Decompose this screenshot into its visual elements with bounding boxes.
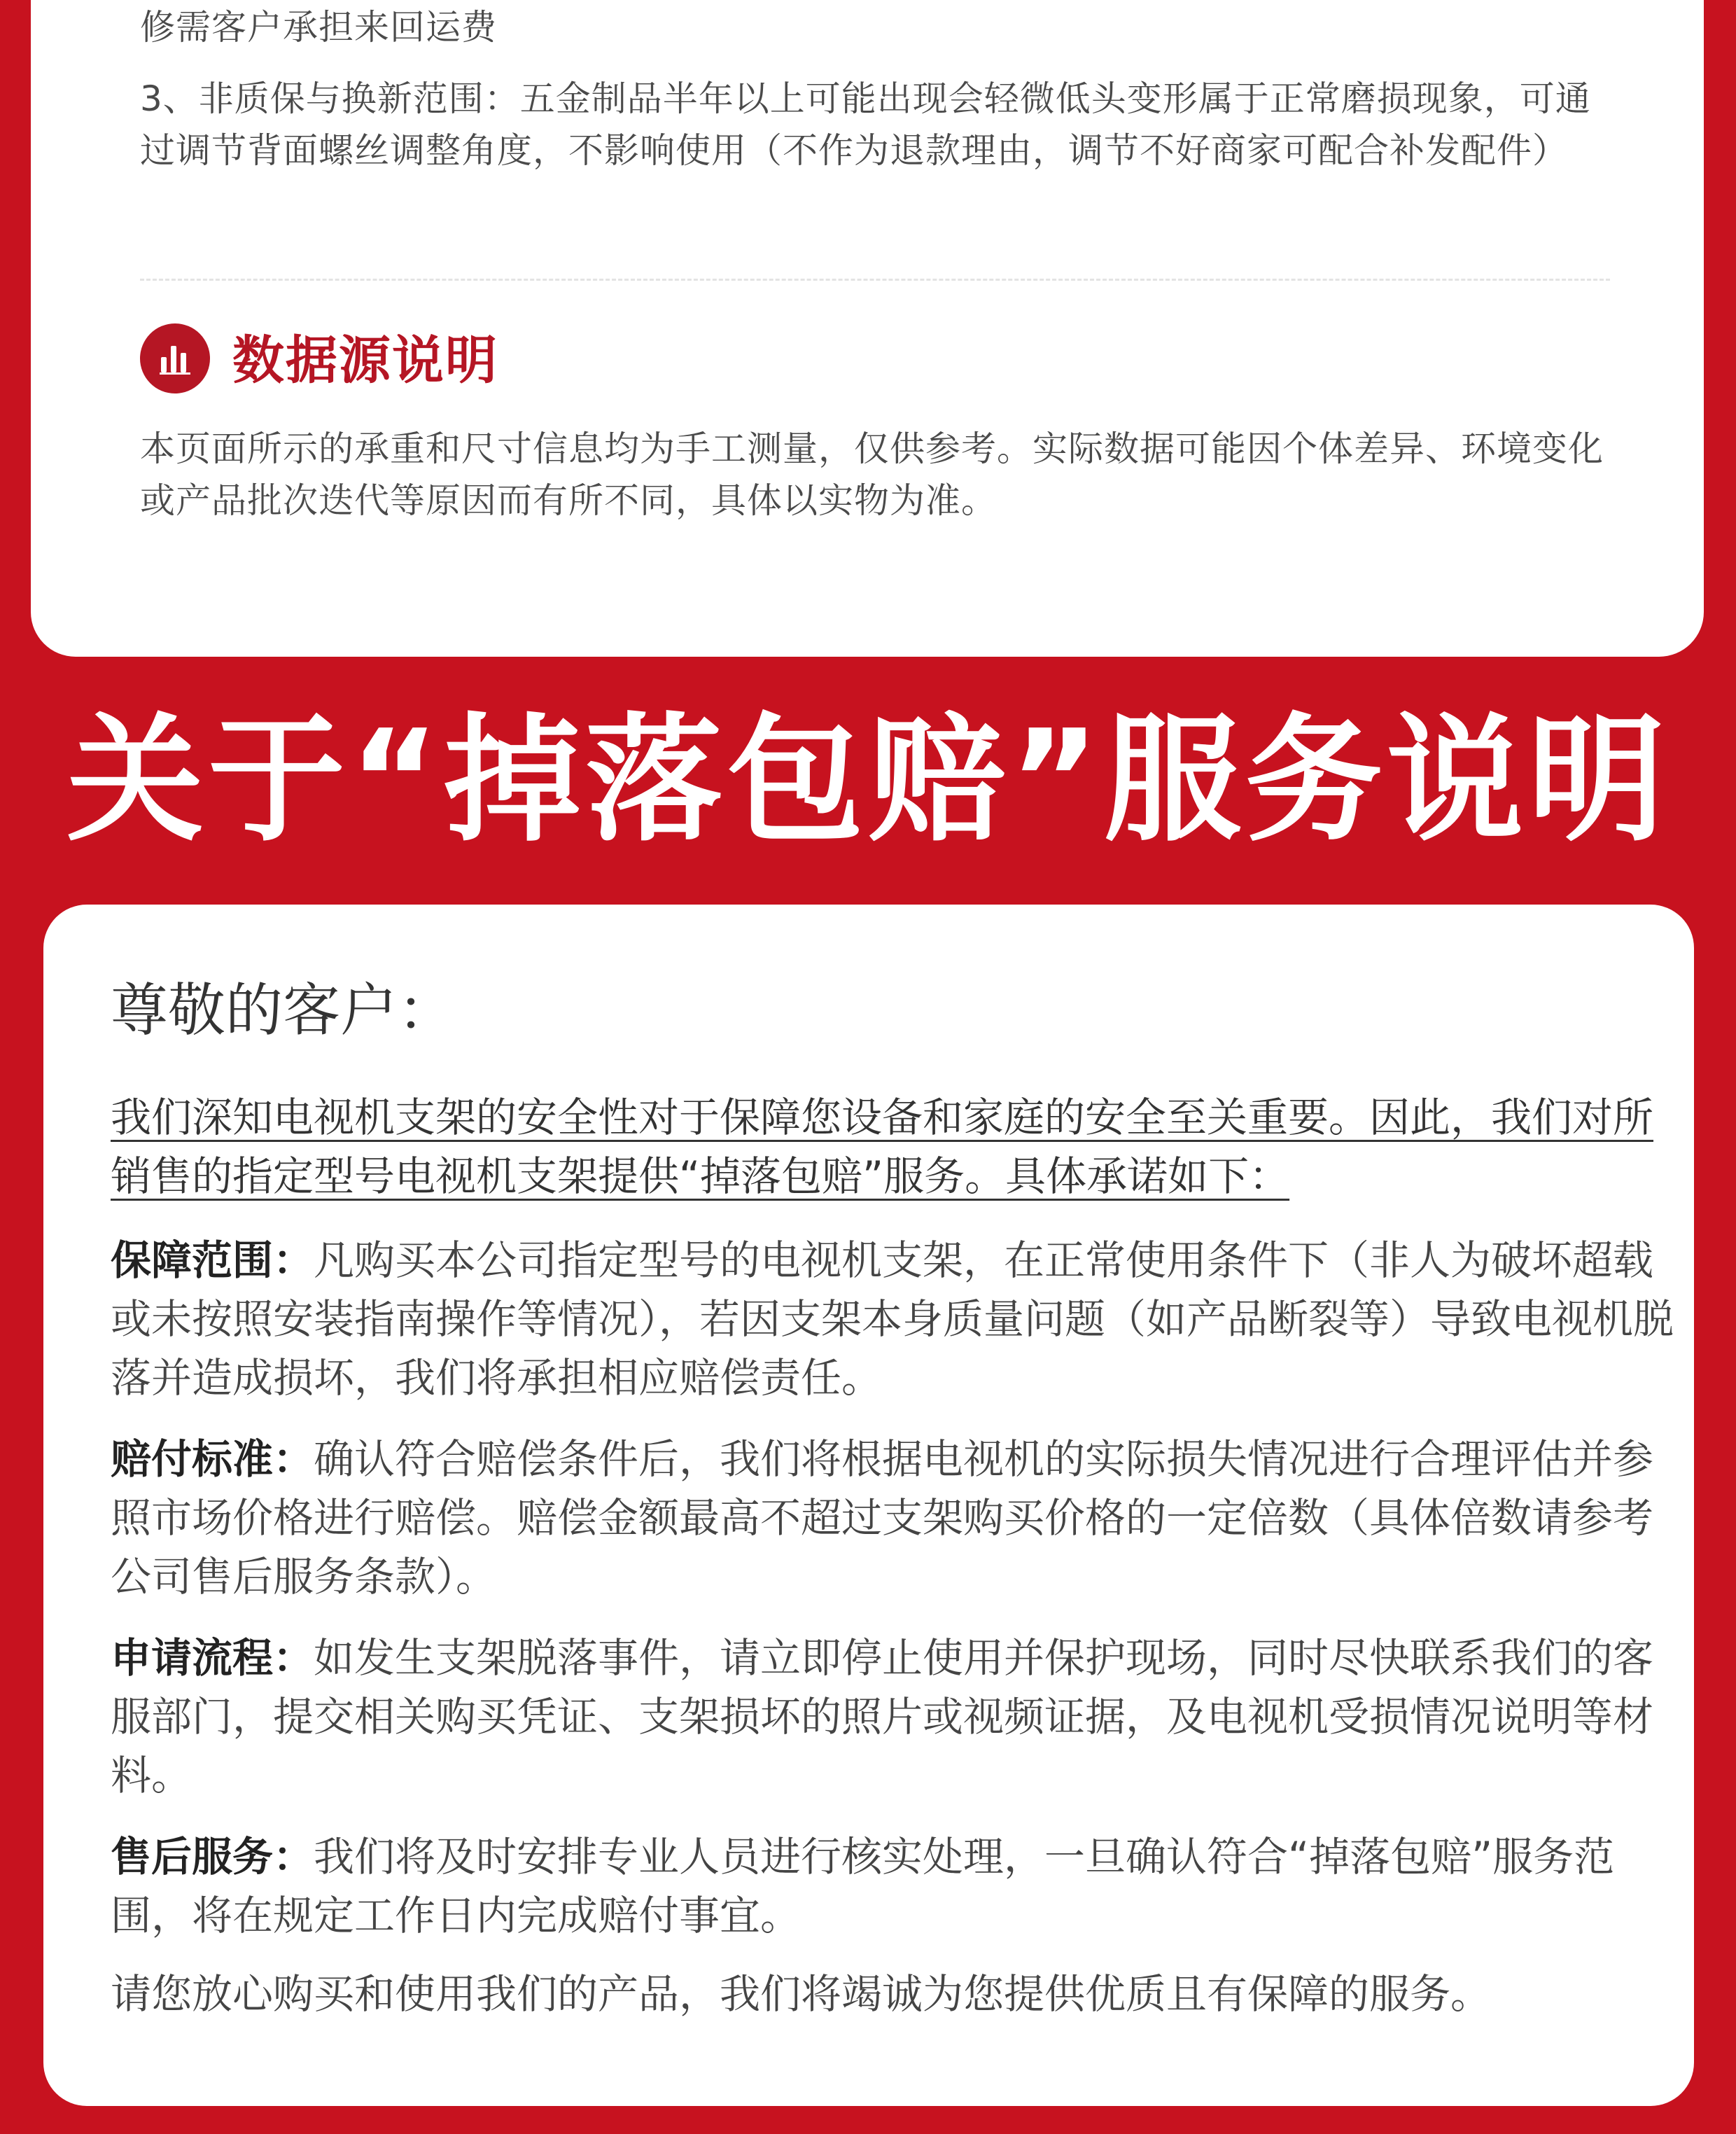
- service-banner-title: 关于“掉落包赔”服务说明: [66, 701, 1670, 860]
- warranty-item-3: 3、非质保与换新范围：五金制品半年以上可能出现会轻微低头变形属于正常磨损现象，可通过调节背面螺丝调整角度，不影响使用（不作为退款理由，调节不好商家可配合补发配件）: [140, 78, 1591, 171]
- closing-paragraph: 请您放心购买和使用我们的产品，我们将竭诚为您提供优质且有保障的服务。: [111, 1970, 1492, 2018]
- greeting: 尊敬的客户：: [111, 977, 456, 1044]
- section-coverage: [111, 1231, 1679, 1407]
- section-text: 确认符合赔偿条件后，我们将根据电视机的实际损失情况进行合理评估并参照市场价格进行赔偿。赔偿金额最高不超过支架购买价格的一定倍数（具体倍数请参考公司售后服务条款）。: [111, 1435, 1654, 1600]
- section-label: 售后服务：: [111, 1833, 314, 1881]
- section-process: [111, 1629, 1679, 1805]
- section-text: 如发生支架脱落事件，请立即停止使用并保护现场，同时尽快联系我们的客服部门，提交相关购买凭证、支架损坏的照片或视频证据，及电视机受损情况说明等材料。: [111, 1634, 1654, 1799]
- data-source-title: 数据源说明: [232, 330, 498, 391]
- section-text: 凡购买本公司指定型号的电视机支架，在正常使用条件下（非人为破坏超载或未按照安装指南操作等情况），若因支架本身质量问题（如产品断裂等）导致电视机脱落并造成损坏，我们将承担相应赔偿责任。: [111, 1236, 1674, 1402]
- section-label: 保障范围：: [111, 1236, 314, 1284]
- section-label: 申请流程：: [111, 1634, 314, 1682]
- section-text: 我们将及时安排专业人员进行核实处理，一旦确认符合“掉落包赔”服务范围，将在规定工作日内完成赔付事宜。: [111, 1833, 1615, 1939]
- data-source-body: 本页面所示的承重和尺寸信息均为手工测量，仅供参考。实际数据可能因个体差异、环境变化或产品批次迭代等原因而有所不同，具体以实物为准。: [140, 428, 1604, 521]
- section-after-sales: [111, 1827, 1679, 1945]
- section-label: 赔付标准：: [111, 1435, 314, 1483]
- service-card: [43, 905, 1694, 2106]
- warranty-paragraph-cut: 修需客户承担来回运费: [140, 7, 497, 48]
- warranty-card: [31, 0, 1704, 657]
- intro-paragraph: 我们深知电视机支架的安全性对于保障您设备和家庭的安全至关重要。因此，我们对所销售的指定型号电视机支架提供“掉落包赔”服务。具体承诺如下：: [111, 1094, 1654, 1200]
- section-compensation: [111, 1430, 1679, 1606]
- section-divider: [140, 279, 1610, 281]
- bar-chart-icon: [140, 323, 210, 393]
